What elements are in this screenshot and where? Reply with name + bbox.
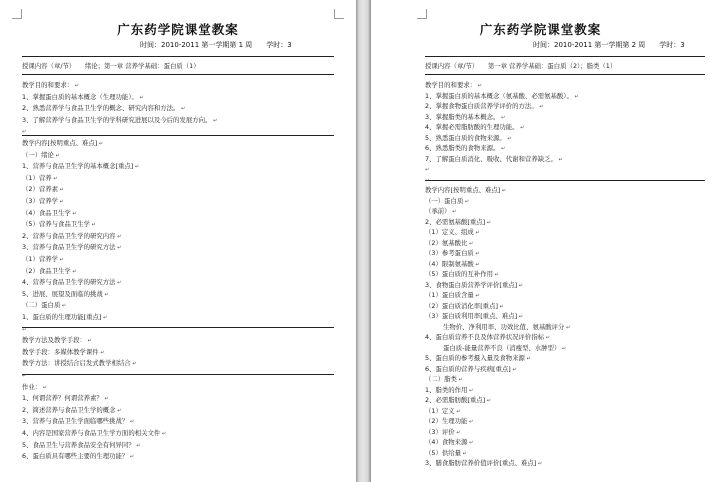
body-line: （2）蛋白质消化率[重点] ↵ [425, 301, 504, 310]
paragraph-mark-icon: ↵ [473, 293, 480, 299]
paragraph-mark-icon: ↵ [102, 291, 109, 298]
paragraph-mark-icon: ↵ [128, 419, 135, 426]
paragraph-mark-icon: ↵ [473, 251, 480, 257]
paragraph-mark-icon: ↵ [70, 210, 77, 217]
paragraph-mark-icon: ↵ [101, 315, 108, 321]
paragraph-mark-icon: ↵ [53, 152, 60, 159]
body-line: 4、营养与食品卫生学的研究方法 ↵ [22, 278, 122, 287]
body-line: （二）脂类 ↵ [425, 375, 463, 383]
body-line: （1）定义 ↵ [425, 406, 461, 415]
body-line [425, 165, 429, 174]
paragraph-mark-icon: ↵ [58, 187, 64, 194]
paragraph-mark-icon: ↵ [89, 222, 96, 229]
paragraph-mark-icon: ↵ [60, 303, 67, 310]
section-rule [22, 135, 334, 136]
header-rule [22, 56, 334, 57]
body-line: （2）氨基酸比 ↵ [425, 238, 474, 247]
body-line: （5）蛋白质的互补作用 ↵ [425, 270, 499, 278]
paragraph-mark-icon: ↵ [564, 324, 571, 331]
body-line: 教学内容[按明重点、难点] ↵ [425, 186, 507, 194]
paragraph-mark-icon: ↵ [73, 83, 79, 89]
body-line: （4）食物来源 ↵ [425, 438, 474, 446]
paragraph-mark-icon: ↵ [102, 396, 109, 403]
paragraph-mark-icon: ↵ [97, 141, 104, 147]
topic-line: 授课内容（章/节） 第一章 营养学基础：蛋白质（2）；脂类（1） [425, 62, 617, 70]
paragraph-mark-icon: ↵ [476, 83, 482, 89]
body-line: 教学目的和要求： ↵ [425, 81, 482, 89]
body-line: 生物价、净利用率、功效比值、氨基酸评分 ↵ [443, 322, 571, 331]
paragraph-mark-icon: ↵ [70, 268, 77, 275]
body-line: （3）评价 ↵ [425, 427, 461, 436]
body-line: 2、简述营养与食品卫生学的概念 ↵ [22, 405, 122, 414]
margin-corner-mark [334, 9, 344, 19]
body-line: （2）生理功能 ↵ [425, 417, 474, 425]
paragraph-mark-icon: ↵ [510, 366, 517, 373]
body-line: 3、营养与食品卫生学面临哪些挑战？ ↵ [22, 417, 135, 426]
section-rule [425, 74, 705, 75]
margin-corner-mark [417, 9, 427, 19]
body-line: （5）供给量 ↵ [425, 448, 467, 457]
paragraph-mark-icon: ↵ [115, 407, 122, 414]
paragraph-mark-icon: ↵ [115, 245, 122, 252]
section-rule [22, 327, 334, 328]
body-line: （3）蛋白质利用率[重点、难点] ↵ [425, 312, 523, 320]
paragraph-mark-icon: ↵ [500, 188, 507, 194]
paragraph-mark-icon: ↵ [211, 117, 218, 124]
paragraph-mark-icon: ↵ [41, 384, 47, 391]
paragraph-mark-icon: ↵ [115, 233, 122, 240]
paragraph-mark-icon: ↵ [463, 198, 470, 205]
paragraph-mark-icon: ↵ [537, 104, 544, 110]
section-rule [22, 374, 334, 375]
paragraph-mark-icon: ↵ [485, 219, 491, 226]
paragraph-mark-icon: ↵ [517, 282, 523, 289]
body-line: 教学目的和要求： ↵ [22, 81, 79, 89]
schedule-meta: 时间：2010-2011 第一学期第 2 周 学时：3 [533, 41, 685, 49]
body-line: 6、熟悉脂类的食物来源。 ↵ [425, 144, 506, 152]
body-line [22, 127, 26, 136]
body-line: 2、必需氨基酸[重点] ↵ [425, 217, 491, 226]
paragraph-mark-icon: ↵ [134, 442, 141, 449]
document-page-right [371, 0, 710, 482]
page-title: 广东药学院课堂教案 [479, 22, 602, 37]
body-line: 4、内容是国家营养与食品卫生学方面的相关文件 ↵ [22, 429, 167, 437]
paragraph-mark-icon: ↵ [130, 361, 137, 368]
paragraph-mark-icon: ↵ [22, 326, 27, 333]
paragraph-mark-icon: ↵ [497, 303, 504, 310]
body-line: 4、蛋白质营养不良及体营养状况评价指标 ↵ [425, 333, 550, 341]
paragraph-mark-icon: ↵ [456, 377, 463, 383]
body-line: 2、营养与食品卫生学的研究内容 ↵ [22, 231, 122, 240]
body-line: 3、营养与食品卫生学的研究方法 ↵ [22, 243, 122, 252]
body-line: （承前） ↵ [425, 207, 457, 215]
paragraph-mark-icon: ↵ [517, 314, 523, 320]
body-line: （4）食品卫生学 ↵ [22, 208, 77, 217]
body-line: （1）营养 ↵ [22, 173, 58, 182]
body-line: 1、营养与食品卫生学的基本概念[重点] ↵ [22, 162, 140, 171]
body-line: 2、熟悉营养学与食品卫生学的概念、研究内容和方法。 ↵ [22, 104, 186, 113]
paragraph-mark-icon: ↵ [128, 454, 135, 461]
paragraph-mark-icon: ↵ [58, 199, 64, 205]
paragraph-mark-icon: ↵ [454, 429, 461, 436]
paragraph-mark-icon: ↵ [536, 461, 543, 467]
paragraph-mark-icon: ↵ [467, 240, 474, 247]
body-line: 教学手段：多媒体教学课件 ↵ [22, 347, 105, 356]
body-line: （1）营养学 ↵ [22, 255, 64, 263]
paragraph-mark-icon: ↵ [115, 280, 122, 287]
paragraph-mark-icon: ↵ [499, 114, 506, 121]
body-line: 3、膳食脂肪营养价值评价[重点、难点] ↵ [425, 459, 543, 467]
body-line: 教学方法及教学手段： ↵ [22, 336, 92, 345]
paragraph-mark-icon: ↵ [499, 146, 506, 152]
paragraph-mark-icon: ↵ [560, 345, 567, 352]
paragraph-mark-icon: ↵ [505, 135, 512, 142]
header-rule [425, 56, 705, 57]
body-line: 1、脂类的作用 ↵ [425, 385, 474, 394]
topic-line: 授课内容（章/节） 绪论；第一章 营养学基础：蛋白质（1） [22, 62, 200, 70]
section-rule [22, 74, 334, 75]
body-line: 5、进展、展望及面临的挑战 ↵ [22, 289, 109, 298]
paragraph-mark-icon: ↵ [160, 431, 167, 437]
paragraph-mark-icon: ↵ [492, 272, 499, 278]
paragraph-mark-icon: ↵ [473, 230, 480, 236]
page-title: 广东药学院课堂教案 [117, 22, 239, 37]
section-rule [425, 180, 705, 181]
body-line: 1、掌握蛋白质的基本概念（氨基酸、必需氨基酸）。 ↵ [425, 91, 579, 100]
body-line: 1、掌握蛋白质的基本概念（生理功能）。 ↵ [22, 92, 144, 101]
body-line: 5、食品卫生与营养食品安全有何异同？ ↵ [22, 440, 141, 449]
paragraph-mark-icon: ↵ [572, 93, 579, 100]
margin-corner-mark [12, 9, 22, 19]
body-line [22, 371, 26, 380]
body-line: 3、食物蛋白质营养学评价[重点] ↵ [425, 280, 523, 289]
paragraph-mark-icon: ↵ [524, 356, 531, 362]
body-line: （3）营养学 ↵ [22, 197, 64, 205]
body-line: （1）定义、组成 ↵ [425, 228, 480, 236]
body-line: （5）营养与食品卫生学 ↵ [22, 220, 96, 229]
body-line: 2、掌握食物蛋白质营养学评价的方法。 ↵ [425, 102, 544, 110]
body-line: （3）参考蛋白质 ↵ [425, 249, 480, 257]
body-line: 6、蛋白质具有哪些主要的生理功能？ ↵ [22, 452, 135, 461]
paragraph-mark-icon: ↵ [467, 419, 474, 425]
body-line: （4）限制氨基酸 ↵ [425, 259, 480, 268]
body-line [22, 325, 26, 334]
body-line: 3、掌握脂类的基本概念。 ↵ [425, 112, 506, 121]
body-line: 7、了解蛋白质消化、吸收、代谢和营养缺乏。 ↵ [425, 154, 563, 163]
body-line: （1）蛋白质含量 ↵ [425, 291, 480, 299]
body-line: 6、蛋白质的营养与疾病[重点] ↵ [425, 364, 517, 373]
body-line: （2）食品卫生学 ↵ [22, 266, 77, 275]
paragraph-mark-icon: ↵ [98, 349, 105, 356]
paragraph-mark-icon: ↵ [485, 398, 491, 404]
paragraph-mark-icon: ↵ [51, 175, 58, 182]
paragraph-mark-icon: ↵ [454, 408, 461, 415]
paragraph-mark-icon: ↵ [58, 257, 64, 263]
body-line: 5、熟悉蛋白质的食物来源。 ↵ [425, 133, 512, 142]
body-line: 教学内容[按明重点、难点] ↵ [22, 139, 104, 147]
page-gutter [356, 0, 371, 482]
paragraph-mark-icon: ↵ [544, 335, 550, 341]
paragraph-mark-icon: ↵ [22, 373, 27, 379]
body-line: 1、蛋白质的生理功能[重点] ↵ [22, 313, 108, 321]
paragraph-mark-icon: ↵ [518, 125, 525, 131]
body-line: 教学方法：讲授结合启发式教学相结合 ↵ [22, 359, 137, 368]
body-line: 蛋白质-能量营养不良（消瘦型、水肿型） ↵ [443, 343, 567, 352]
paragraph-mark-icon: ↵ [473, 261, 480, 268]
paragraph-mark-icon: ↵ [556, 156, 563, 163]
paragraph-mark-icon: ↵ [467, 387, 474, 394]
schedule-meta: 时间：2010-2011 第一学期第 1 周 学时：3 [140, 41, 292, 49]
paragraph-mark-icon: ↵ [461, 450, 467, 457]
body-line: （二）蛋白质 ↵ [22, 301, 67, 310]
paragraph-mark-icon: ↵ [137, 94, 144, 101]
body-line: 作业： ↵ [22, 382, 47, 391]
body-line: （一）蛋白质 ↵ [425, 196, 470, 205]
body-line: 2、必需脂肪酸[重点] ↵ [425, 396, 491, 404]
paragraph-mark-icon: ↵ [425, 177, 430, 184]
body-line: 5、蛋白质的参考摄入量及食物来源 ↵ [425, 354, 531, 362]
body-line: 4、掌握必需脂肪酸的生理功能。 ↵ [425, 123, 525, 131]
paragraph-mark-icon: ↵ [450, 209, 457, 215]
body-line: （一）绪论 ↵ [22, 150, 60, 159]
body-line: （2）营养素 ↵ [22, 185, 64, 194]
body-line [425, 176, 429, 185]
paragraph-mark-icon: ↵ [133, 164, 140, 171]
paragraph-mark-icon: ↵ [425, 167, 430, 173]
paragraph-mark-icon: ↵ [22, 129, 27, 136]
body-line: 1、何谓营养？何谓营养素？ ↵ [22, 394, 109, 403]
paragraph-mark-icon: ↵ [467, 440, 474, 446]
paragraph-mark-icon: ↵ [85, 338, 92, 345]
body-line: 3、了解营养学与食品卫生学的学科研究进展以及今后的发展方向。 ↵ [22, 115, 218, 124]
paragraph-mark-icon: ↵ [179, 106, 186, 113]
